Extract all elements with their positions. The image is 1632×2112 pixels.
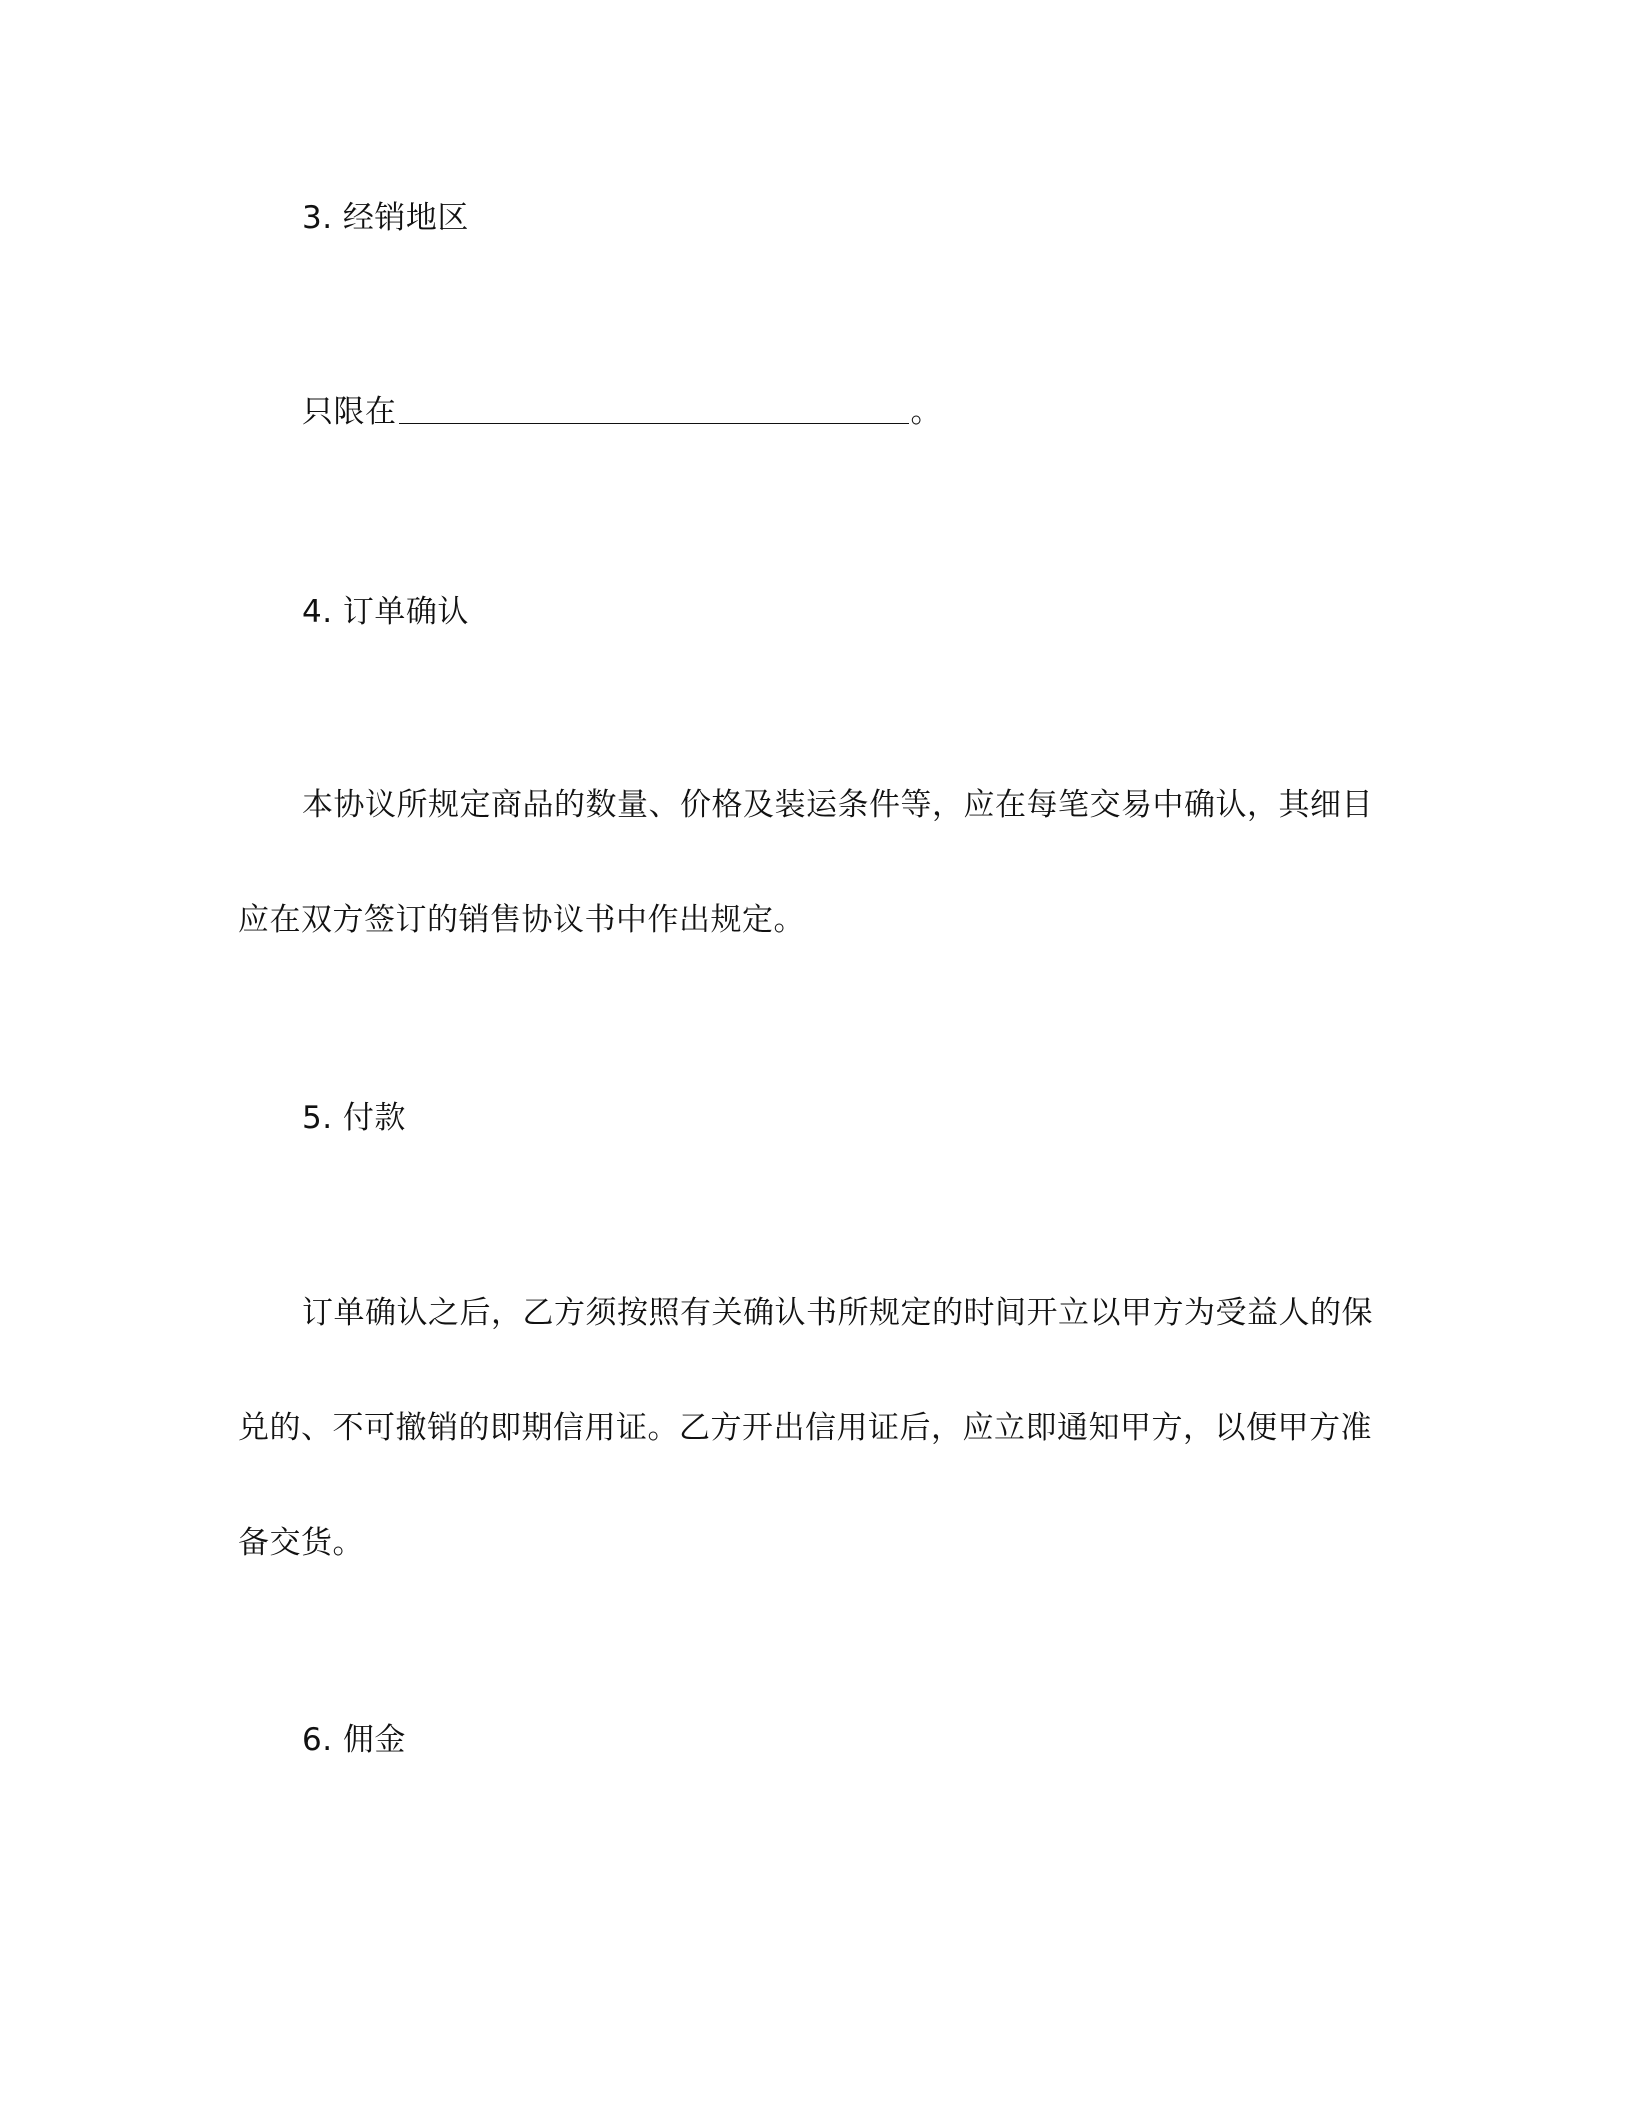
region-text-after: 。 <box>910 394 942 430</box>
section-4-line-1: 本协议所规定商品的数量、价格及装运条件等，应在每笔交易中确认，其细目 <box>302 787 1373 823</box>
section-5-heading: 5. 付款 <box>302 1100 406 1136</box>
region-fill-blank[interactable] <box>399 393 909 424</box>
section-4-heading: 4. 订单确认 <box>302 594 469 630</box>
section-5-line-1: 订单确认之后，乙方须按照有关确认书所规定的时间开立以甲方为受益人的保 <box>302 1295 1373 1331</box>
section-4-line-2: 应在双方签订的销售协议书中作出规定。 <box>238 902 805 938</box>
section-6-heading: 6. 佣金 <box>302 1722 406 1758</box>
section-5-line-2: 兑的、不可撤销的即期信用证。乙方开出信用证后，应立即通知甲方，以便甲方准 <box>238 1410 1372 1446</box>
section-3-body <box>302 392 942 432</box>
region-text-before: 只限在 <box>302 394 397 430</box>
section-5-line-3: 备交货。 <box>238 1525 364 1561</box>
section-3-heading: 3. 经销地区 <box>302 200 469 236</box>
